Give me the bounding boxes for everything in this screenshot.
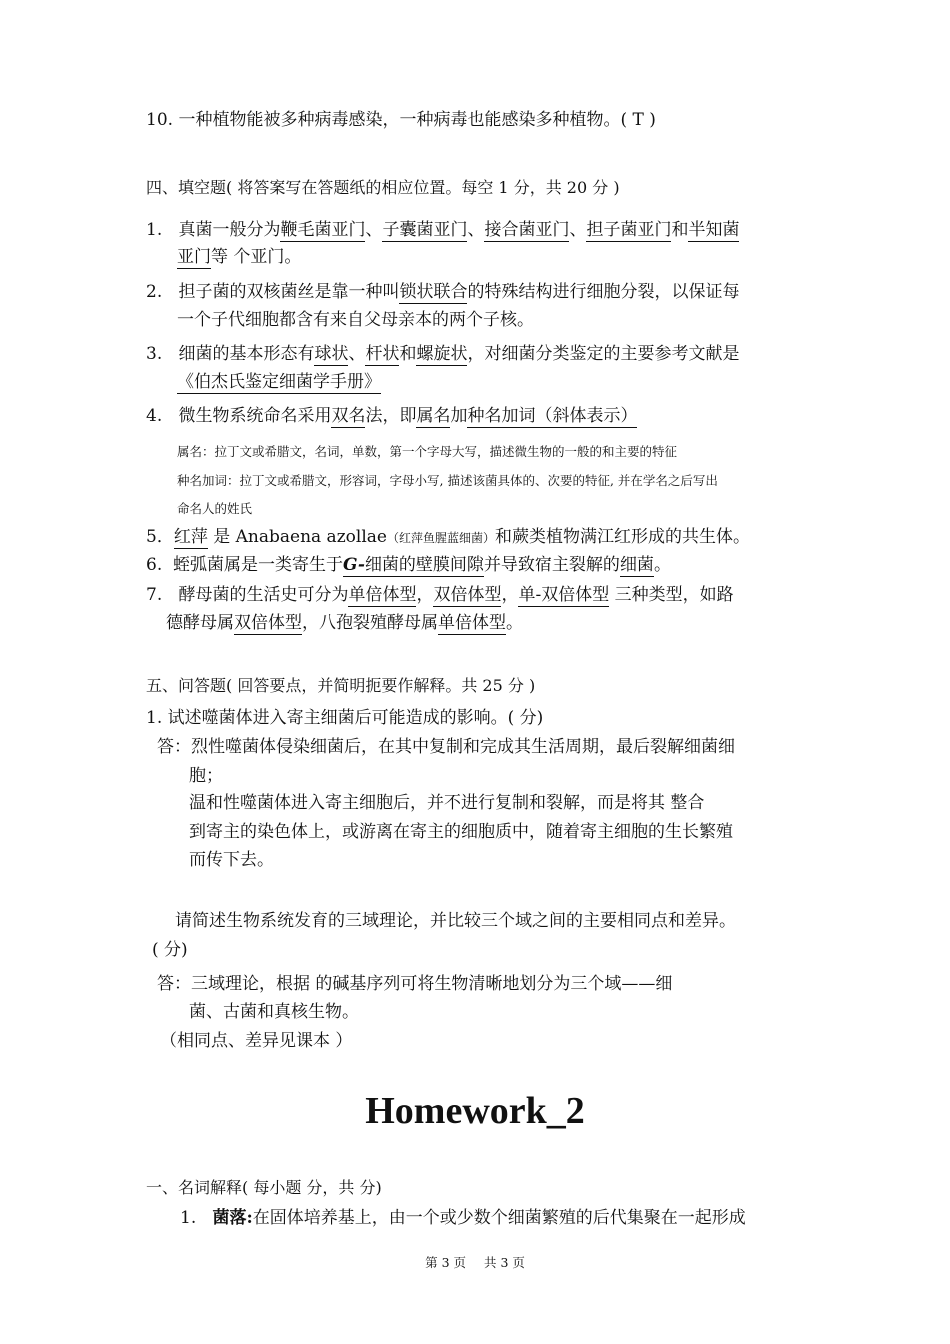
q1-answer: 担子菌亚门 — [586, 220, 672, 240]
q3-text: ，对细菌分类鉴定的主要参考文献是 — [467, 344, 740, 364]
q7-text: ，八孢裂殖酵母属 — [302, 613, 438, 633]
q1-text: 等 个亚门。 — [211, 247, 302, 267]
qa-answer-1-line2: 胞； — [189, 766, 223, 786]
q3-answer: 球状 — [314, 344, 349, 364]
q2-text: 担子菌的双核菌丝是靠一种叫 — [178, 282, 400, 302]
q3-answer: 杆状 — [365, 344, 400, 364]
q3-num: 3. — [146, 344, 163, 364]
q5-num: 5． — [146, 527, 174, 547]
q6-text: 。 — [653, 555, 671, 575]
q6-answer: 细菌的壁膜间隙 — [364, 555, 484, 575]
q2-answer: 锁状联合 — [399, 282, 468, 302]
fill-q7-line2 — [166, 612, 523, 634]
fill-q2-line2: 一个子代细胞都含有来自父母亲本的两个子核。 — [177, 310, 534, 330]
q6-answer: 细菌 — [619, 555, 654, 575]
qa-section-heading — [146, 675, 535, 697]
fill-q6-line — [146, 554, 671, 576]
fill-q5-line — [146, 526, 750, 549]
q3-sep: 和 — [399, 344, 417, 364]
q6-text: 蛭弧菌属是一类寄生于 — [173, 555, 344, 575]
qa-answer-2-line2: 菌、古菌和真核生物。 — [189, 1002, 359, 1022]
fill-q1-line2 — [177, 246, 301, 268]
page-number: 第 3 页 — [425, 1255, 466, 1270]
q7-text: 德酵母属 — [166, 613, 234, 633]
page-total: 共 3 页 — [484, 1255, 525, 1270]
q2-text: 的特殊结构进行细胞分裂，以保证每 — [467, 282, 740, 302]
q1-sep: 、 — [569, 220, 587, 240]
q1-answer: 半知菌 — [688, 220, 740, 240]
hw-note: ( 每小题 分，共 分) — [242, 1178, 382, 1197]
q7-answer: 双倍体型 — [234, 613, 302, 633]
qa-answer-2-line3: （相同点、差异见课本 ） — [160, 1031, 353, 1051]
q2-num: 2. — [146, 282, 163, 302]
q3-answer: 螺旋状 — [416, 344, 468, 364]
q1-sep: 、 — [467, 220, 485, 240]
q3-answer: 《伯杰氏鉴定细菌学手册》 — [177, 372, 381, 392]
qa-question-2-line1: 请简述生物系统发育的三域理论，并比较三个域之间的主要相同点和差异。 — [175, 911, 736, 931]
q4-text: 法，即 — [365, 406, 417, 426]
qa-question-1: 1. 试述噬菌体进入寄主细菌后可能造成的影响。( 分) — [146, 708, 544, 728]
hw-q1-text: 在固体培养基上，由一个或少数个细菌繁殖的后代集聚在一起形成 — [252, 1208, 746, 1228]
fill-q7-line1 — [146, 584, 734, 606]
q5-text: 是 Anabaena azollae — [207, 527, 387, 547]
qa-note: ( 回答要点，并简明扼要作解释。共 25 分 ) — [226, 676, 536, 695]
q5-small-note: （红萍鱼腥蓝细菌） — [386, 531, 495, 545]
q7-sep: ， — [416, 585, 434, 605]
hw-section-heading — [146, 1177, 382, 1199]
fill-heading: 四、填空题 — [146, 178, 227, 197]
qa-answer-1-line4: 到寄主的染色体上，或游离在寄主的细胞质中，随着寄主细胞的生长繁殖 — [189, 822, 733, 842]
qa-answer-1-line3: 温和性噬菌体进入寄主细胞后，并不进行复制和裂解，而是将其 整合 — [189, 793, 705, 813]
qa-answer-2-line1: 答：三域理论，根据 的碱基序列可将生物清晰地划分为三个域——细 — [157, 974, 673, 994]
fill-section-heading — [146, 177, 620, 199]
q4-answer: 属名 — [416, 406, 451, 426]
fill-q2-line1 — [146, 281, 739, 303]
q4-text: 加 — [450, 406, 468, 426]
q7-sep: ， — [501, 585, 519, 605]
fill-note: ( 将答案写在答题纸的相应位置。每空 1 分，共 20 分 ) — [226, 178, 620, 197]
q1-answer: 子囊菌亚门 — [382, 220, 468, 240]
q1-answer: 鞭毛菌亚门 — [280, 220, 366, 240]
q7-num: 7. — [146, 585, 163, 605]
q4-answer: 双名 — [331, 406, 366, 426]
qa-answer-1-line5: 而传下去。 — [189, 850, 274, 870]
q4-num: 4. — [146, 406, 163, 426]
q1-num: 1. — [146, 220, 163, 240]
q4-answer: 种名加词（斜体表示） — [467, 406, 638, 426]
q7-answer: 单-双倍体型 — [518, 585, 610, 605]
q7-answer: 单倍体型 — [438, 613, 506, 633]
fill-q3-line2 — [177, 371, 381, 393]
q1-sep: 和 — [671, 220, 689, 240]
q5-answer: 红萍 — [173, 527, 208, 547]
qa-question-2-line2: ( 分) — [152, 940, 188, 960]
qa-heading: 五、问答题 — [146, 676, 227, 695]
qa-answer-1-line1: 答：烈性噬菌体侵染细菌后，在其中复制和完成其生活周期，最后裂解细菌细 — [157, 737, 735, 757]
fill-q1-line1 — [146, 219, 739, 241]
hw-q1-term: 菌落: — [212, 1208, 253, 1228]
q3-sep: 、 — [348, 344, 366, 364]
q4-note-genus: 属名：拉丁文或希腊文，名词，单数，第一个字母大写，描述微生物的一般的和主要的特征 — [177, 444, 678, 459]
fill-q4-line1 — [146, 405, 637, 427]
page-footer — [0, 1253, 950, 1271]
hw-q1-line — [180, 1207, 746, 1229]
q6-text: 并导致宿主裂解的 — [483, 555, 620, 575]
hw-heading: 一、名词解释 — [146, 1178, 243, 1197]
q6-gram-negative: G- — [343, 555, 365, 575]
homework-title: Homework_2 — [365, 1090, 585, 1132]
q7-answer: 双倍体型 — [433, 585, 502, 605]
q7-text: 。 — [506, 613, 523, 633]
q7-answer: 单倍体型 — [348, 585, 417, 605]
q4-text: 微生物系统命名采用 — [178, 406, 332, 426]
fill-q3-line1 — [146, 343, 739, 365]
q6-num: 6. — [146, 555, 163, 575]
q4-note-species-cont: 命名人的姓氏 — [177, 501, 253, 516]
q1-answer: 接合菌亚门 — [484, 220, 570, 240]
q1-answer: 亚门 — [177, 247, 211, 267]
q4-note-species: 种名加词：拉丁文或希腊文，形容词，字母小写, 描述该菌具体的、次要的特征, 并在学名之后写出 — [177, 473, 718, 488]
q7-text: 酵母菌的生活史可分为 — [178, 585, 349, 605]
hw-q1-num: 1. — [180, 1208, 197, 1228]
q3-text: 细菌的基本形态有 — [178, 344, 315, 364]
q5-text: 和蕨类植物满江红形成的共生体。 — [494, 527, 750, 547]
q1-sep: 、 — [365, 220, 383, 240]
q7-text: 三种类型，如路 — [609, 585, 734, 605]
tf-item-10: 10. 一种植物能被多种病毒感染，一种病毒也能感染多种植物。( T ) — [146, 110, 656, 130]
q1-text: 真菌一般分为 — [178, 220, 281, 240]
